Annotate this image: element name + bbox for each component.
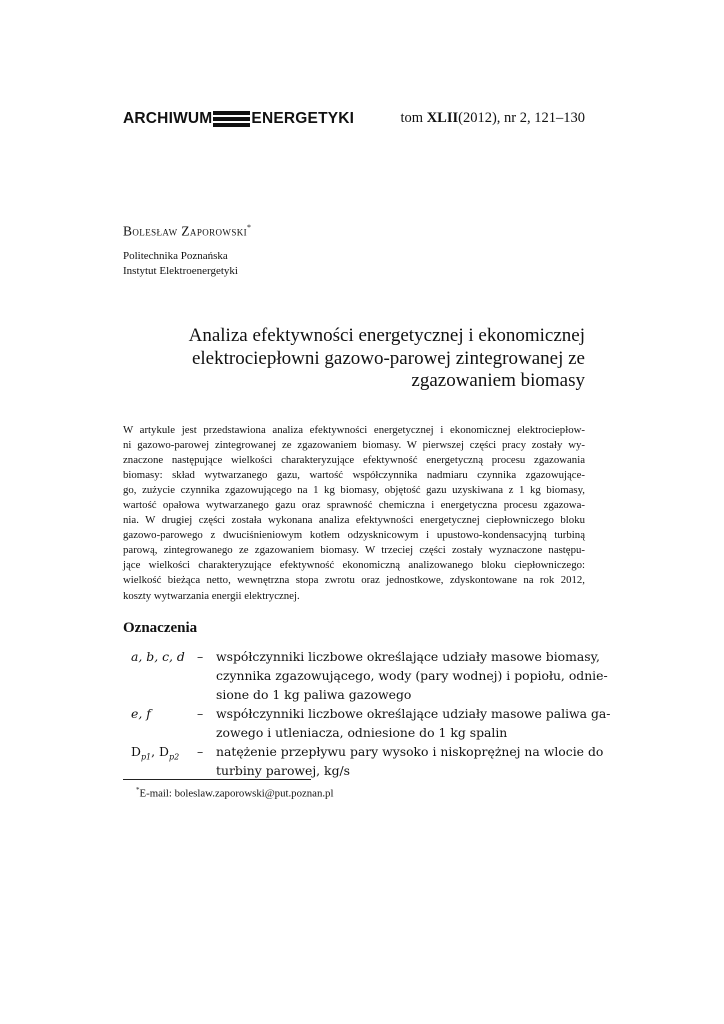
title-line: elektrociepłowni gazowo-parowej zintegrowanej ze [191,347,585,369]
title-line: zgazowaniem biomasy [411,370,585,391]
author-name [123,223,251,240]
volume-info [401,110,586,127]
notation-symbol [131,742,179,766]
notation-line: turbiny parowej, kg/s [216,763,351,778]
author-last-initial: Z [181,223,190,239]
notation-symbol: e, f [131,706,151,721]
notation-line: sione do 1 kg paliwa gazowego [216,687,412,702]
notation-entry [123,742,604,780]
logo-bars-icon [213,111,250,127]
notation-line: współczynniki liczbowe określające udziały masowe biomasy, [216,649,600,664]
abstract-line: jące wielkości charakteryzujące efektywność ekonomiczną analizowanego bloku ciepłowniczego: [123,559,585,572]
footnote-marker: * [136,786,140,794]
footnote-rule [123,779,311,780]
affiliation-university: Politechnika Poznańska [123,250,228,262]
author-first-rest: olesław [132,223,178,239]
symbol-main: D [131,744,141,759]
symbol-subscript: p2 [168,752,180,762]
abstract-line: wartość opałowa wytwarzanego gazu oraz sprawność chemiczna i energetyczna procesu zgazowa- [123,499,585,512]
abstract [123,423,585,604]
abstract-line: go, zużycie czynnika zgazowującego na 1 kg biomasy, objętość gazu uzyskiwana z 1 kg biomasy, [123,484,585,497]
notation-symbol: a, b, c, d [131,649,185,664]
footnote [136,786,333,800]
abstract-line: koszty wytwarzania energii elektrycznej. [123,589,300,602]
volume-suffix: (2012), nr 2, 121–130 [458,110,585,126]
notation-list [123,647,611,780]
author-last-rest: aporowski [189,223,248,239]
affiliation [123,249,238,278]
notation-dash: – [197,649,204,664]
abstract-line: wielkość bieżąca netto, wewnętrzna stopa zwrotu oraz jednostkowe, zdyskontowane na rok 2012, [123,574,585,587]
logo-right-text: ENERGETYKI [251,110,355,127]
abstract-line: parową, zintegrowanego ze zgazowaniem biomasy. W trzeciej części zostały wyznaczone następu- [123,544,585,557]
notation-line: zowego i utleniacza, odniesione do 1 kg spalin [216,725,508,740]
paper-title [123,325,585,393]
journal-logo [123,108,354,130]
author-footnote-marker: * [247,223,252,232]
abstract-line: gazowo-parowego z dwuciśnieniowym kotłem odzysknicowym i upustowo-kondensacyjną turbiną [123,529,585,542]
symbol-subscript: p1 [140,752,152,762]
footnote-email: E-mail: boleslaw.zaporowski@put.poznan.pl [139,787,334,800]
notation-dash: – [197,744,204,759]
notation-line: natężenie przepływu pary wysoko i niskoprężnej na wlocie do [216,744,604,759]
volume-prefix: tom [400,110,427,126]
notation-description [216,647,608,704]
notation-line: współczynniki liczbowe określające udziały masowe paliwa ga- [216,706,611,721]
logo-left-text: ARCHIWUM [123,110,213,127]
notation-entry [123,647,608,704]
abstract-line: biomasy: skład wytwarzanego gazu, wartość współczynnika nadmiaru czynnika zgazowujące- [123,469,585,482]
journal-masthead [123,108,585,130]
symbol-separator: , [151,744,160,759]
volume-number: XLII [426,110,459,126]
symbol-main: D [159,744,169,759]
notation-dash: – [197,706,204,721]
abstract-line: ni gazowo-parowej zintegrowanej ze zgazowaniem biomasy. W pierwszej części pracy zostały wy- [123,439,585,452]
title-line: Analiza efektywności energetycznej i ekonomicznej [188,325,585,346]
notation-description [216,742,604,780]
notation-description [216,704,611,742]
affiliation-institute: Instytut Elektroenergetyki [123,264,238,277]
author-first-initial: B [123,223,133,239]
abstract-line: nia. W drugiej części została wykonana analiza efektywności energetycznej ciepłowniczego bloku [123,514,585,527]
abstract-line: W artykule jest przedstawiona analiza efektywności energetycznej i ekonomicznej elektrociepłow- [123,424,585,436]
abstract-line: znaczone następujące wielkości charakteryzujące efektywność energetyczną procesu zgazowania [123,454,585,467]
notation-entry [123,704,611,742]
section-heading: Oznaczenia [123,620,198,636]
notation-line: czynnika zgazowującego, wody (pary wodnej) i popiołu, odnie- [216,668,608,683]
